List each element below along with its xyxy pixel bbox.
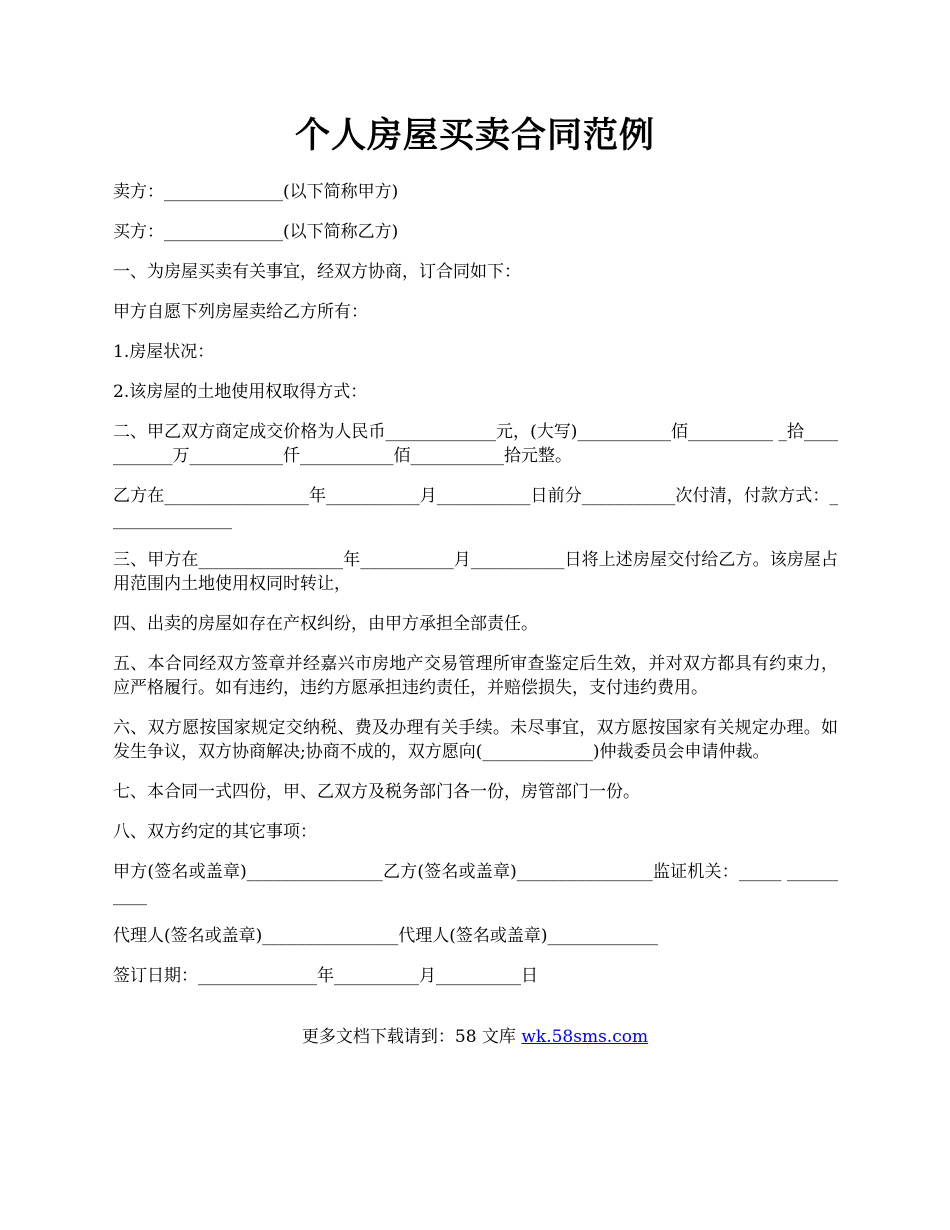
paragraph-clause-4-disputes: 四、出卖的房屋如存在产权纠纷，由甲方承担全部责任。 (113, 614, 538, 634)
paragraph-clause-8-other: 八、双方约定的其它事项： (113, 822, 317, 842)
contract-body (113, 180, 838, 1004)
paragraph-transfer: 甲方自愿下列房屋卖给乙方所有： (113, 302, 368, 322)
paragraph-clause-3-delivery: 三、甲方在_________________年___________月___________日将上述房屋交付给乙方。该房屋占用范围内土地使用权同时转让， (113, 550, 838, 594)
paragraph-payment: 乙方在_________________年___________月___________日前分___________次付清，付款方式：_______________ (113, 486, 838, 530)
paragraph-clause-6-taxes: 六、双方愿按国家规定交纳税、费及办理有关手续。未尽事宜，双方愿按国家有关规定办理。如发生争议，双方协商解决;协商不成的，双方愿向(_____________)仲裁委员会申请仲裁。 (113, 718, 838, 762)
paragraph-signatures: 甲方(签名或盖章)________________乙方(签名或盖章)________________监证机关：_____ __________ (113, 862, 838, 906)
footer-text: 更多文档下载请到：58 文库 (301, 1027, 522, 1047)
paragraph-seller: 卖方：______________(以下简称甲方) (113, 182, 399, 202)
paragraph-clause-2-price: 二、甲乙双方商定成交价格为人民币_____________元，(大写)___________佰__________ _拾___________万___________仟___________佰___________拾元整。 (113, 422, 838, 466)
download-footer (0, 1025, 950, 1049)
footer-link[interactable]: wk.58sms.com (521, 1027, 649, 1047)
paragraph-sign-date: 签订日期：______________年__________月__________日 (113, 966, 538, 986)
paragraph-house-status: 1.房屋状况： (113, 342, 215, 362)
paragraph-clause-5-effect: 五、本合同经双方签章并经嘉兴市房地产交易管理所审查鉴定后生效，并对双方都具有约束力，应严格履行。如有违约，违约方愿承担违约责任，并赔偿损失，支付违约费用。 (113, 654, 838, 698)
document-title: 个人房屋买卖合同范例 (294, 115, 655, 156)
paragraph-land-rights: 2.该房屋的土地使用权取得方式： (113, 382, 368, 402)
paragraph-clause-7-copies: 七、本合同一式四份，甲、乙双方及税务部门各一份，房管部门一份。 (113, 782, 640, 802)
paragraph-clause-1: 一、为房屋买卖有关事宜，经双方协商，订合同如下： (113, 262, 521, 282)
paragraph-agents: 代理人(签名或盖章)________________代理人(签名或盖章)_____________ (113, 926, 659, 946)
paragraph-buyer: 买方：______________(以下简称乙方) (113, 222, 399, 242)
